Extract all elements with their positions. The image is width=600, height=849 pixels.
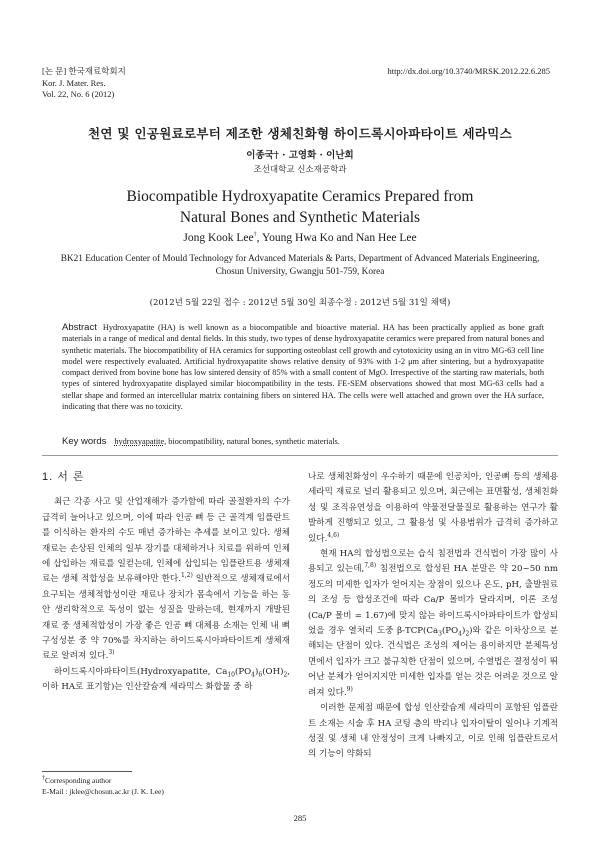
footnote-rule [42, 771, 132, 772]
journal-header [42, 66, 126, 101]
title-english-line2: Natural Bones and Synthetic Materials [179, 209, 421, 226]
right-paragraph-3: 이러한 문제점 때문에 합성 인산칼슘계 세라믹이 포함된 임플란트 소재는 시술 후 HA 코팅 층의 박리나 입자이탈이 일어나 기계적 성질 및 생체 내 안정성이 크게 나빠지고, 이로 인해 임플란트로서의 기능이 약화되 [308, 703, 558, 760]
received-dates: (2012년 5월 22일 접수 : 2012년 5월 30일 최종수정 : 2012년 5월 31일 채택) [149, 298, 451, 308]
corresponding-author: †Corresponding author [42, 775, 112, 785]
authors-korean: 이종국† · 고영화 · 이난희 [246, 150, 354, 161]
intro-paragraph-1: 최근 각종 사고 및 산업재해가 증가함에 따라 골절환자의 수가 급격히 늘어나고 있으며, 이에 따라 인공 뼈 등 근 골격계 임플란트를 이식하는 환자의 수도 매년 증가하는 추세를 보이고 있다. 생체재료는 손상된 인체의 일부 장기를 대체하거나 치료를 위하여 인체에 삽입하는 재료를 일컫는데, 인체에 삽입되는 임플란트용 생체재료는 생체 적합성을 보유해야만 한다.$^{1,2)}$ 일반적으로 생체재료에서 요구되는 생체적합성이란 재료나 장치가 몸속에서 기능을 하는 동안 생리학적으로 독성이 없는 성질을 말하는데, 현재까지 개발된 재료 중 생체적합성이 가장 좋은 인공 뼈 대체용 소재는 인체 내 뼈 구성성분 중 약 70%를 차지하는 하이드록시아파타이트계 생체재료로 알려져 있다.$^{3)}$ [42, 497, 291, 662]
keywords-label: Key words [62, 436, 107, 447]
abstract-text: Hydroxyapatite (HA) is well known as a biocompatible and bioactive material. HA has been practically applied as bone graft materials in a range of medical and dental fields. In this study, two types of dense hydroxyapatite ceramics were prepared from natural bones and synthetic materials. The biocompatibility of HA ceramics for supporting osteoblast cell growth and cytotoxicity using an in vitro MG-63 cell line model were respectively evaluated. Artificial hydroxyapatite shows relative density of 93% with 1-2 μm after sintering, but a hydroxyapatite compact derived from bovine bone has low sintered density of 85% with a small content of MgO. Irrespective of the starting raw materials, both types of sintered hydroxyapatite displayed similar biocompatibility in the tests. FE-SEM observations showed that most MG-63 cells had a stellar shape and formed an intercellular matrix containing fibers on sintered HA. The cells were well attached and grown over the HA surface, indicating that there was no toxicity. [62, 323, 544, 412]
authors-english [0, 232, 600, 244]
right-paragraph-1: 나로 생체친화성이 우수하기 때문에 인공치아, 인공뼈 등의 생체용 세라믹 재료로 널리 활용되고 있으며, 최근에는 표면활성, 생체친화성 및 조직유연성을 이용하여 약물전달물질로 활용하는 연구가 활발하게 진행되고 있고, 그 활용성 및 사용범위가 급격히 증가하고 있다.$^{4,6)}$ [308, 472, 558, 544]
affiliation-korean: 조선대학교 신소재공학과 [253, 165, 347, 175]
keywords [62, 436, 544, 447]
journal-volume: Vol. 22, No. 6 (2012) [42, 89, 115, 99]
author-email: E-Mail : jklee@chosun.ac.kr (J. K. Lee) [42, 787, 164, 796]
intro-paragraph-2: 하이드록시아파타이트(Hydroxyapatite, $Ca_{10}(PO_4)_6(OH)_2$, 이하 HA로 표기함)는 인산칼슘계 세라믹스 화합물 중 하 [42, 666, 290, 693]
left-column [42, 470, 290, 696]
title-english-line1: Biocompatible Hydroxyapatite Ceramics Prepared from [126, 188, 474, 205]
footnote [42, 775, 164, 797]
abstract-label: Abstract [62, 322, 97, 333]
title-korean: 천연 및 인공원료로부터 제조한 생체친화형 하이드록시아파타이트 세라믹스 [88, 126, 512, 141]
journal-name-en: Kor. J. Mater. Res. [42, 77, 106, 88]
right-paragraph-2: 현재 HA의 합성법으로는 습식 침전법과 건식법이 가장 많이 사용되고 있는데,$^{7,8)}$ 침전법으로 합성된 HA 분말은 약 20~50 nm 정도의 미세한 입자가 얻어지는 장점이 있으나 온도, pH, 출발원료의 조성 등 합성조건에 따라 Ca/P 몰비가 달라지며, 이론 조성(Ca/P 몰비 = 1.67)에 맞지 않는 하이드록시아파타이트가 합성되었을 경우 열처리 도중 $\beta-TCP(Ca_3(PO_4)_2)$와 같은 이차상으로 분해되는 단점이 있다. 건식법은 조성의 제어는 용이하지만 분체특성 면에서 입자가 크고 불규칙한 단점이 있으며, 수열법은 결정성이 뛰어난 분체가 얻어지지만 미세한 입자를 얻는 것은 어려운 것으로 알려져 있다.$^{9)}$ [308, 549, 559, 698]
doi-link[interactable]: http://dx.doi.org/10.3740/MRSK.2012.22.6.285 [387, 66, 550, 76]
section-heading: 1. 서 론 [42, 471, 85, 483]
journal-name-ko: [논 문] 한국재료학회지 [42, 66, 126, 76]
keywords-rest: , biocompatibility, natural bones, synthetic materials. [164, 437, 340, 446]
divider [42, 455, 558, 456]
affiliation-english: BK21 Education Center of Mould Technology for Advanced Materials & Parts, Department of Advanced Materials Engineering, Chosun University, Gwangju 501-759, Korea [60, 254, 540, 277]
dagger-mark: † [253, 232, 257, 239]
keyword-first: hydroxyapatite [114, 437, 165, 446]
page-number: 285 [293, 813, 307, 823]
other-authors: , Young Hwa Ko and Nan Hee Lee [256, 232, 417, 244]
right-column [308, 470, 558, 763]
abstract [62, 322, 544, 412]
title-english [0, 186, 600, 228]
author-1: Jong Kook Lee [183, 232, 254, 244]
